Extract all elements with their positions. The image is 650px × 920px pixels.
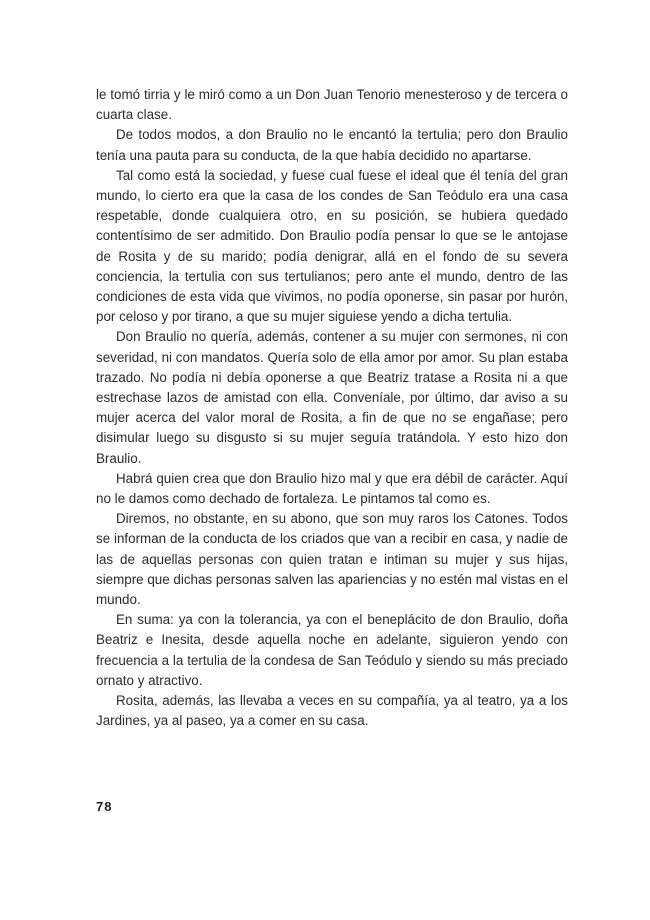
paragraph: Rosita, además, las llevaba a veces en su compañía, ya al teatro, ya a los Jardines, ya al paseo, ya a comer en su casa. — [96, 693, 568, 729]
body-text — [96, 85, 568, 732]
paragraph: Diremos, no obstante, en su abono, que son muy raros los Catones. Todos se informan de la conducta de los criados que van a recibir en casa, y nadie de las de aquellas personas con quien tratan e intiman su mujer y sus hijas, siempre que dichas personas salven las apariencias y no estén mal vistas en el mundo. — [96, 511, 568, 608]
paragraph: le tomó tirria y le miró como a un Don Juan Tenorio menesteroso y de tercera o cuarta clase. — [96, 87, 568, 123]
paragraph: Tal como está la sociedad, y fuese cual fuese el ideal que él tenía del gran mundo, lo cierto era que la casa de los condes de San Teódulo era una casa respetable, donde cualquiera otro, en su posición, se hubiera quedado contentísimo de ser admitido. Don Braulio podía pensar lo que se le antojase de Rosita y de su marido; podía denigrar, allá en el fondo de su severa conciencia, la tertulia con sus tertulianos; pero ante el mundo, dentro de las condiciones de esta vida que vivimos, no podía oponerse, sin pasar por hurón, por celoso y por tirano, a que su mujer siguiese yendo a dicha tertulia. — [96, 167, 568, 325]
paragraph: Don Braulio no quería, además, contener a su mujer con sermones, ni con severidad, ni con mandatos. Quería solo de ella amor por amor. Su plan estaba trazado. No podía ni debía oponerse a que Beatriz tratase a Rosita ni a que estrechase lazos de amistad con ella. Conveníale, por último, dar aviso a su mujer acerca del valor moral de Rosita, a fin de que no se engañase; pero disimular luego su disgusto si su mujer seguía tratándola. Y esto hizo don Braulio. — [96, 329, 568, 466]
paragraph: Habrá quien crea que don Braulio hizo mal y que era débil de carácter. Aquí no le damos como dechado de fortaleza. Le pintamos tal como es. — [96, 470, 568, 507]
paragraph: De todos modos, a don Braulio no le encantó la tertulia; pero don Braulio tenía una pauta para su conducta, de la que había decidido no apartarse. — [96, 127, 568, 163]
page-number: 78 — [96, 799, 113, 814]
paragraph: En suma: ya con la tolerancia, ya con el beneplácito de don Braulio, doña Beatriz e Inesita, desde aquella noche en adelante, siguieron yendo con frecuencia a la tertulia de la condesa de San Teódulo y siendo su más preciado ornato y atractivo. — [96, 612, 568, 688]
